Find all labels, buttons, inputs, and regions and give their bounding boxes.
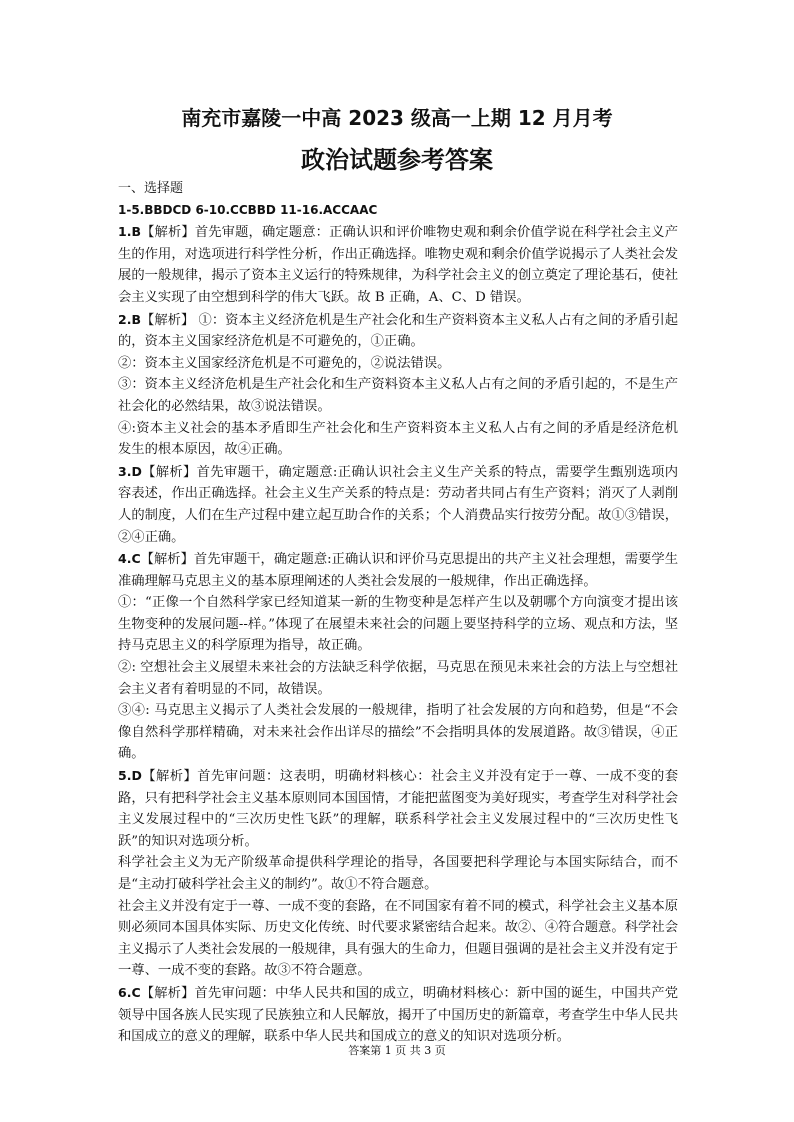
section-heading: 一、选择题 bbox=[118, 181, 184, 196]
question-4-point-2: ②: 空想社会主义展望未来社会的方法缺乏科学依据，马克思在预见未来社会的方法上与空想社会主义者有着明显的不同，故错误。 bbox=[118, 660, 678, 697]
question-4-explanation: 4.C【解析】首先审题干，确定题意:正确认识和评价马克思提出的共产主义社会理想，需要学生准确理解马克思主义的基本原理阐述的人类社会发展的一般规律，作出正确选择。 bbox=[118, 551, 678, 589]
question-6-explanation: 6.C【解析】首先审问题：中华人民共和国的成立，明确材料核心：新中国的诞生，中国共产党领导中国各族人民实现了民族独立和人民解放，揭开了中国历史的新篇章，考查学生中华人民共和国成立的意义的理解，联系中华人民共和国成立的意义的知识对选项分析。 bbox=[118, 984, 678, 1045]
document-title: 南充市嘉陵一中高 2023 级高一上期 12 月月考 bbox=[181, 106, 613, 130]
question-5-explanation: 5.D【解析】首先审问题：这表明，明确材料核心：社会主义并没有定于一尊、一成不变的套路，只有把科学社会主义基本原则同本国国情，才能把蓝图变为美好现实，考查学生对科学社会主义发展过程中的“三次历史性飞跃”的理解，联系科学社会主义发展过程中的“三次历史性飞跃”的知识对选项分析。 bbox=[118, 768, 678, 849]
question-4-label: 4.C bbox=[118, 551, 141, 567]
question-4-point-1: ①：“正像一个自然科学家已经知道某一新的生物变种是怎样产生以及朝哪个方向演变才提出该生物变种的发展问题--样。”体现了在展望未来社会的问题上要坚持科学的立场、观点和方法，坚持马克思主义的科学原理为指导，故正确。 bbox=[118, 595, 678, 654]
question-5-label: 5.D bbox=[118, 768, 142, 784]
question-2-point-3: ③：资本主义经济危机是生产社会化和生产资料资本主义私人占有之间的矛盾引起的，不是生产社会化的必然结果，故③说法错误。 bbox=[118, 377, 678, 414]
question-6-label: 6.C bbox=[118, 984, 141, 1000]
answer-key-line: 1-5.BBDCD 6-10.CCBBD 11-16.ACCAAC bbox=[118, 202, 378, 217]
question-5-point-1: 科学社会主义为无产阶级革命提供科学理论的指导，各国要把科学理论与本国实际结合，而不是“主动打破科学社会主义的制约”。故①不符合题意。 bbox=[118, 855, 678, 892]
question-2-point-4: ④:资本主义社会的基本矛盾即生产社会化和生产资料资本主义私人占有之间的矛盾是经济危机发生的根本原因，故④正确。 bbox=[118, 420, 678, 458]
question-5-point-2: 社会主义并没有定于一尊、一成不变的套路，在不同国家有着不同的模式，科学社会主义基本原则必须同本国具体实际、历史文化传统、时代要求紧密结合起来。故②、④符合题意。科学社会主义揭示了人类社会发展的一般规律，具有强大的生命力，但题目强调的是社会主义并没有定于一尊、一成不变的套路。故③不符合题意。 bbox=[118, 898, 678, 979]
page-footer: 答案第 1 页 共 3 页 bbox=[348, 1044, 446, 1057]
question-4-point-3: ③④: 马克思主义揭示了人类社会发展的一般规律，指明了社会发展的方向和趋势，但是“不会像自然科学那样精确，对未来社会作出详尽的描绘”不会指明具体的发展道路。故③错误，④正确。 bbox=[118, 703, 678, 762]
question-1-explanation: 1.B【解析】首先审题，确定题意：正确认识和评价唯物史观和剩余价值学说在科学社会主义产生的作用，对选项进行科学性分析，作出正确选择。唯物史观和剩余价值学说揭示了人类社会发展的一般规律，揭示了资本主义运行的特殊规律，为科学社会主义的创立奠定了理论基石，使社会主义实现了由空想到科学的伟大飞跃。故 B 正确，A、C、D 错误。 bbox=[118, 224, 678, 305]
question-2-explanation: 2.B【解析】 ①：资本主义经济危机是生产社会化和生产资料资本主义私人占有之间的矛盾引起的，资本主义国家经济危机是不可避免的，①正确。 bbox=[118, 311, 678, 350]
question-2-point-2: ②：资本主义国家经济危机是不可避免的，②说法错误。 bbox=[118, 355, 451, 371]
question-3-label: 3.D bbox=[118, 463, 142, 479]
document-subtitle: 政治试题参考答案 bbox=[301, 146, 493, 174]
answer-content bbox=[118, 178, 678, 1048]
question-3-explanation: 3.D【解析】首先审题干，确定题意:正确认识社会主义生产关系的特点，需要学生甄别选项内容表述，作出正确选择。社会主义生产关系的特点是：劳动者共同占有生产资料；消灭了人剥削人的制度，人们在生产过程中建立起互助合作的关系；个人消费品实行按劳分配。故①③错误，②④正确。 bbox=[118, 463, 678, 545]
question-1-label: 1.B bbox=[118, 224, 141, 240]
question-2-label: 2.B bbox=[118, 311, 141, 327]
